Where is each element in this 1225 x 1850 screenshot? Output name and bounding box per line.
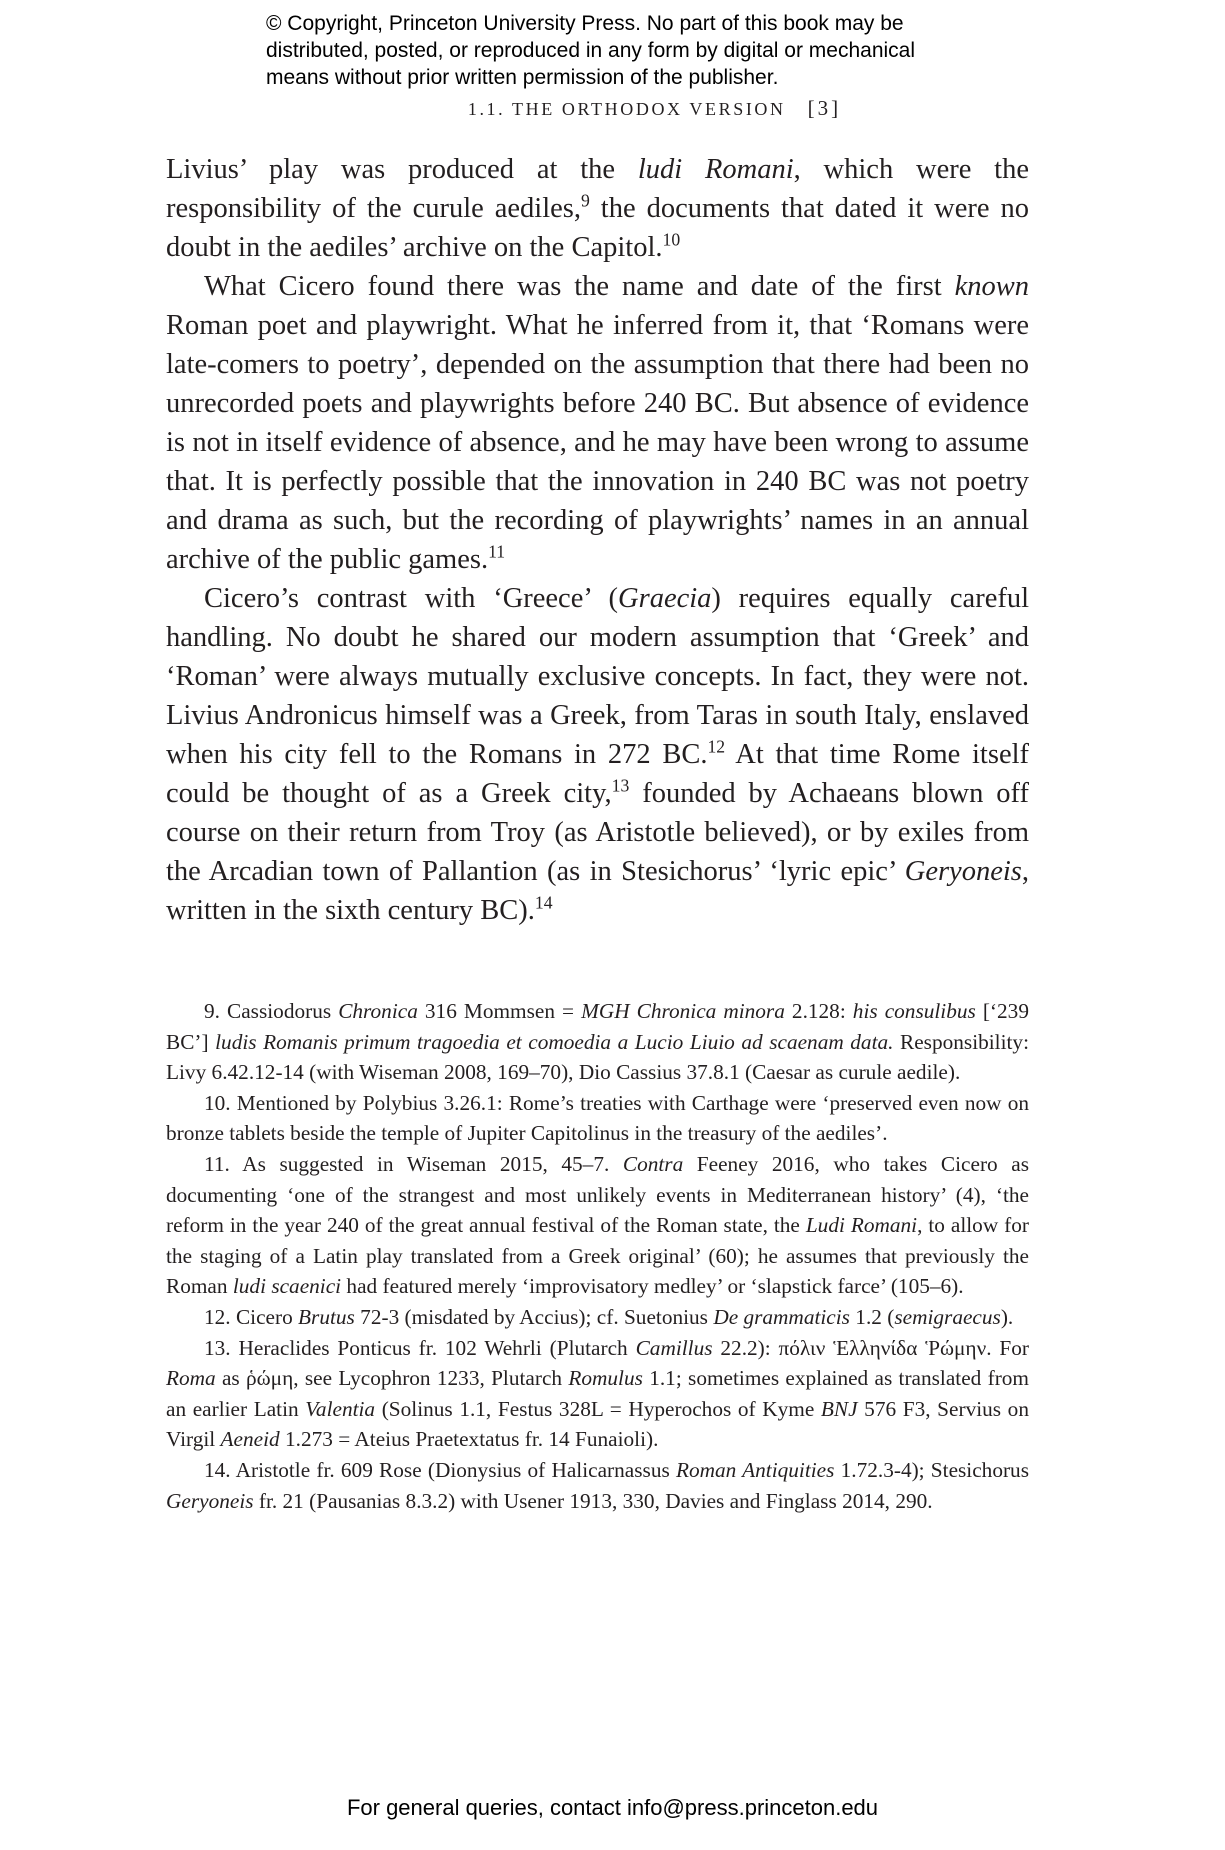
footnote-14 — [166, 1455, 1029, 1516]
text-run: as ῥώμη, see Lycophron 1233, Plutarch — [215, 1366, 569, 1391]
text-run: Feeney 2016, who takes Cicero as documenting ‘one of the strangest and most unlikely events in Mediterranean history’ (4), ‘the reform in the year 240 of the great annual festival of the Roman state, the — [166, 1151, 1029, 1238]
text-run: , written in the sixth century BC). — [166, 856, 1029, 926]
section-title: 1.1. THE ORTHODOX VERSION — [467, 99, 786, 119]
italic-run: ludis Romanis primum tragoedia et comoedia a Lucio Liuio ad scaenam data. — [215, 1029, 894, 1054]
italic-run: Brutus — [298, 1304, 355, 1329]
text-run: At that time Rome itself could be thought of as a Greek city, — [166, 739, 1029, 809]
italic-run: ludi scaenici — [232, 1274, 342, 1299]
text-run: Cicero’s contrast with ‘Greece’ ( — [204, 583, 619, 614]
text-run: , to allow for the staging of a Latin play translated from a Greek original’ (60); he assumes that previously the Roman — [166, 1213, 1029, 1299]
footnote-10 — [166, 1088, 1029, 1149]
text-run: , which were the responsibility of the curule aediles, — [166, 154, 1029, 224]
italic-run: Geryoneis — [904, 856, 1022, 887]
footnote-13 — [166, 1333, 1029, 1455]
page-number: [3] — [807, 96, 842, 120]
footnote-12 — [166, 1302, 1029, 1333]
italic-run: Contra — [622, 1151, 684, 1176]
text-run: 14. Aristotle fr. 609 Rose (Dionysius of Halicarnassus — [204, 1457, 676, 1482]
text-run: 1.72.3-4); Stesichorus — [834, 1457, 1029, 1482]
italic-run: Camillus — [635, 1335, 713, 1360]
paragraph — [166, 579, 1029, 930]
italic-run: Aeneid — [220, 1427, 280, 1452]
text-run: ). — [1000, 1304, 1014, 1329]
italic-run: Chronica — [338, 999, 418, 1023]
footnote-ref[interactable]: 9 — [581, 190, 590, 211]
text-run: 1.1; sometimes explained as translated from an earlier Latin — [166, 1366, 1029, 1421]
footer-contact: For general queries, contact info@press.princeton.edu — [346, 1795, 879, 1820]
text-run: 13. Heraclides Ponticus fr. 102 Wehrli (Plutarch — [204, 1335, 636, 1360]
running-head — [0, 96, 1225, 121]
text-run: ) requires equally careful handling. No doubt he shared our modern assumption that ‘Greek’ and ‘Roman’ were always mutually exclusive concepts. In fact, they were not. Livius Andronicus himself was a Greek, from Taras in south Italy, enslaved when his city fell to the Romans in 272 BC. — [166, 583, 1030, 770]
italic-run: ludi Romani — [637, 154, 794, 185]
italic-run: Graecia — [618, 583, 712, 614]
copyright-notice — [266, 10, 1026, 91]
text-run: What Cicero found there was the name and date of the first — [204, 271, 955, 302]
text-run: 72-3 (misdated by Accius); cf. Suetonius — [354, 1304, 714, 1329]
footnote-ref[interactable]: 13 — [611, 775, 630, 796]
text-run: 2.128: — [784, 999, 853, 1023]
italic-run: Geryoneis — [166, 1488, 254, 1513]
italic-run: MGH Chronica minora — [581, 999, 785, 1023]
text-run: Livius’ play was produced at the — [166, 154, 638, 185]
text-run: the documents that dated it were no doubt in the aediles’ archive on the Capitol. — [166, 193, 1029, 263]
paragraph — [166, 267, 1029, 579]
footnote-11 — [166, 1149, 1029, 1302]
italic-run: De grammaticis — [713, 1304, 850, 1329]
text-run: had featured merely ‘improvisatory medley’ or ‘slapstick farce’ (105–6). — [341, 1274, 964, 1299]
italic-run: his consulibus — [852, 999, 976, 1023]
paragraph — [166, 150, 1029, 267]
footnotes — [166, 996, 1029, 1516]
copyright-line: © Copyright, Princeton University Press. No part of this book may be — [266, 12, 904, 35]
text-run: 1.273 = Ateius Praetextatus fr. 14 Funaioli). — [279, 1427, 659, 1452]
footnote-9 — [166, 996, 1029, 1088]
italic-run: Romulus — [568, 1366, 643, 1391]
text-run: 576 F3, Servius on Virgil — [166, 1396, 1029, 1452]
italic-run: Roma — [166, 1366, 216, 1391]
text-run: founded by Achaeans blown off course on their return from Troy (as Aristotle believed), or by exiles from the Arcadian town of Pallantion (as in Stesichorus’ ‘lyric epic’ — [166, 778, 1029, 887]
footnote-ref[interactable]: 12 — [707, 736, 726, 757]
text-run: [‘239 BC’] — [166, 999, 1029, 1054]
italic-run: BNJ — [820, 1396, 858, 1421]
text-run: 9. Cassiodorus — [204, 999, 339, 1023]
italic-run: Valentia — [305, 1396, 376, 1421]
text-run: 1.2 ( — [849, 1304, 895, 1329]
italic-run: known — [954, 271, 1029, 302]
italic-run: Ludi Romani — [805, 1213, 918, 1238]
footnote-ref[interactable]: 14 — [534, 892, 553, 913]
footnote-ref[interactable]: 10 — [662, 229, 681, 250]
italic-run: Roman Antiquities — [675, 1457, 835, 1482]
text-run: fr. 21 (Pausanias 8.3.2) with Usener 1913, 330, Davies and Finglass 2014, 290. — [253, 1488, 933, 1513]
text-run: 22.2): πόλιν Ἑλληνίδα Ῥώμην. For — [712, 1335, 1029, 1360]
text-run: 12. Cicero — [204, 1304, 299, 1329]
text-run: 316 Mommsen = — [417, 999, 582, 1023]
text-run: 11. As suggested in Wiseman 2015, 45–7. — [204, 1151, 623, 1176]
copyright-line: distributed, posted, or reproduced in any form by digital or mechanical — [266, 39, 916, 62]
text-run: 10. Mentioned by Polybius 3.26.1: Rome’s treaties with Carthage were ‘preserved even now on bronze tablets beside the temple of Jupiter Capitolinus in the treasury of the aediles’. — [166, 1090, 1029, 1146]
footnote-ref[interactable]: 11 — [488, 541, 506, 562]
copyright-line: means without prior written permission of the publisher. — [266, 66, 779, 89]
text-run: (Solinus 1.1, Festus 328L = Hyperochos of Kyme — [375, 1396, 821, 1421]
main-text — [166, 150, 1029, 930]
italic-run: semigraecus — [894, 1304, 1001, 1329]
text-run: Responsibility: Livy 6.42.12-14 (with Wiseman 2008, 169–70), Dio Cassius 37.8.1 (Caesar as curule aedile). — [166, 1029, 1029, 1085]
text-run: Roman poet and playwright. What he inferred from it, that ‘Romans were late-comers to poetry’, depended on the assumption that there had been no unrecorded poets and playwrights before 240 BC. But absence of evidence is not in itself evidence of absence, and he may have been wrong to assume that. It is perfectly possible that the innovation in 240 BC was not poetry and drama as such, but the recording of playwrights’ names in an annual archive of the public games. — [166, 310, 1029, 575]
